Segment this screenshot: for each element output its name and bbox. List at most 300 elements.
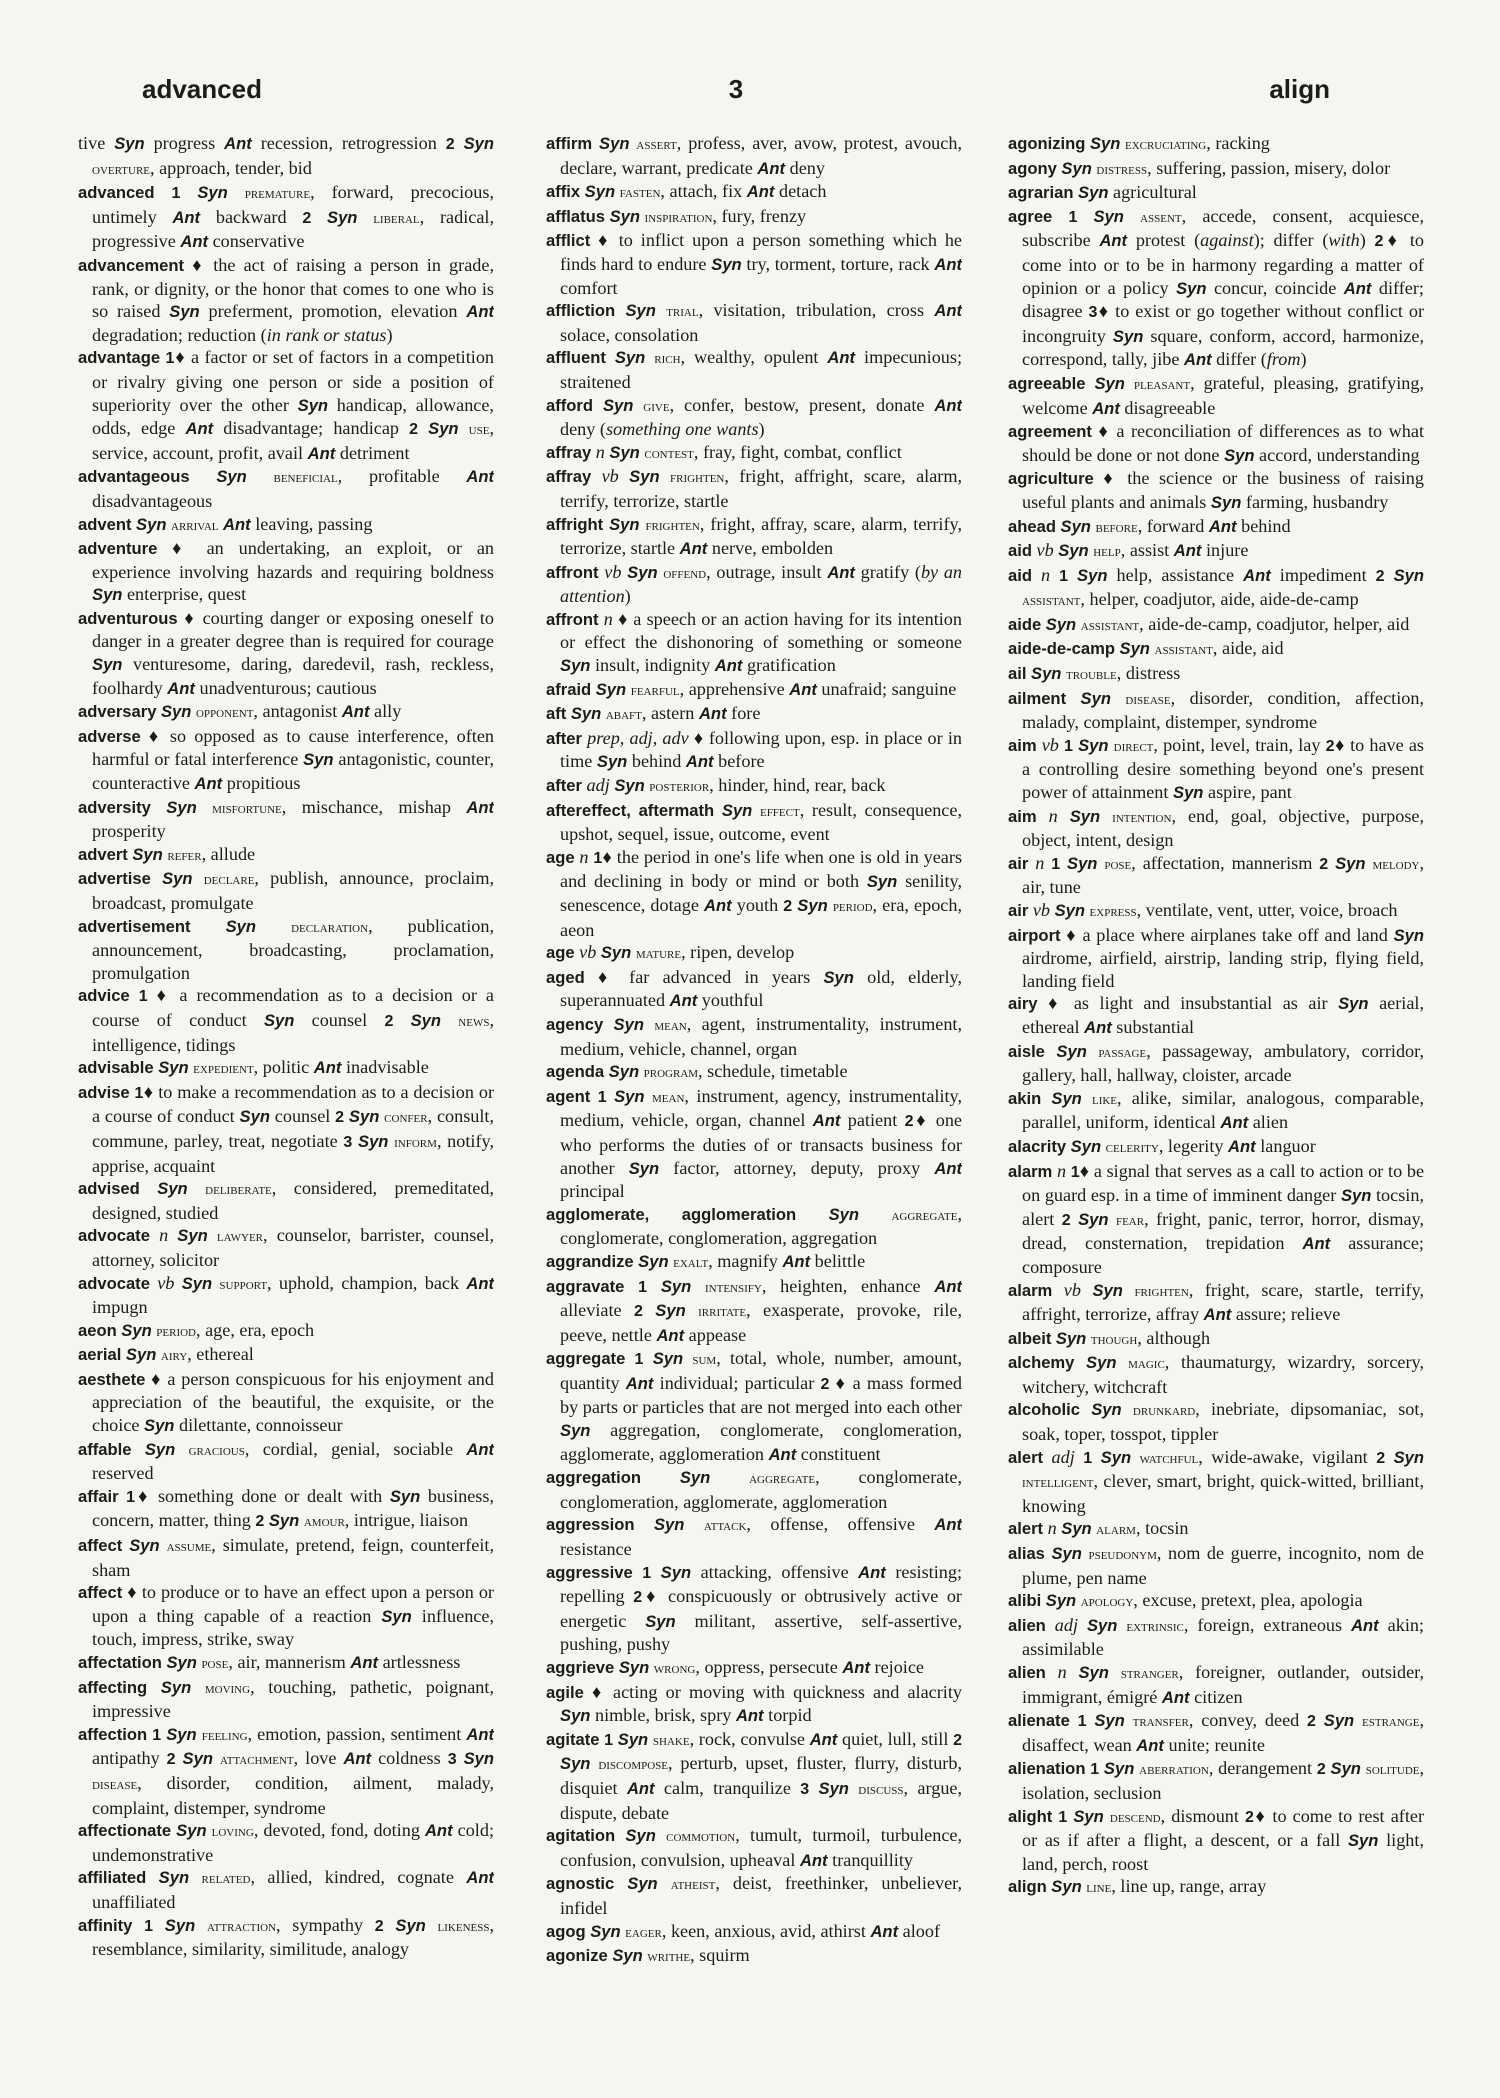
entry-headword: akin	[1008, 1088, 1042, 1108]
entry-headword: agglomerate, agglomeration	[546, 1204, 797, 1224]
entry-headword: align	[1008, 1877, 1047, 1897]
ant-label: Ant	[1161, 1687, 1190, 1707]
entry-headword: air	[1008, 853, 1029, 873]
syn-label: Syn	[1051, 1088, 1082, 1108]
dictionary-entry: afraid Syn fearful, apprehensive Ant unafraid; sanguine	[546, 678, 957, 699]
entry-headword: alienation	[1008, 1759, 1086, 1779]
dictionary-entry: adversity Syn misfortune, mischance, mishap Ant prosperity	[78, 796, 494, 842]
entry-headword: agent	[546, 1086, 591, 1106]
dictionary-entry: alarm n 1♦ a signal that serves as a call to action or to be on guard esp. in a time of imminent danger Syn tocsin, alert 2 Syn fear, fright, panic, terror, horror, dismay, dread, consternation, trepidation Ant assurance; composure	[1008, 1160, 1424, 1277]
ant-label: Ant	[1220, 1113, 1249, 1133]
entry-headword: affluent	[546, 348, 606, 368]
ant-label: Ant	[626, 1778, 655, 1798]
entry-headword: after	[546, 776, 582, 796]
dictionary-entry: affecting Syn moving, touching, pathetic, poignant, impressive	[78, 1676, 494, 1722]
syn-label: Syn	[410, 1010, 442, 1030]
syn-label: Syn	[1078, 735, 1109, 755]
syn-label: Syn	[1054, 901, 1085, 920]
syn-label: Syn	[132, 844, 163, 864]
entry-headword: albeit	[1008, 1328, 1052, 1348]
dictionary-entry: affect Syn assume, simulate, pretend, feign, counterfeit, sham	[78, 1535, 494, 1580]
cross-reference: aggregate	[891, 1206, 958, 1224]
italic-note: n	[1047, 1518, 1057, 1539]
cross-reference: pose	[201, 1655, 229, 1672]
syn-label: Syn	[92, 655, 123, 675]
entry-headword: alarm	[1008, 1161, 1053, 1181]
dictionary-entry: aeon Syn period, age, era, epoch	[78, 1319, 315, 1340]
syn-label: Syn	[614, 1086, 645, 1106]
sense-number: 2	[384, 1012, 394, 1030]
syn-label: Syn	[818, 1778, 849, 1798]
entry-headword: airport	[1008, 925, 1061, 945]
italic-note: adj	[1051, 1446, 1075, 1467]
entry-headword: advantageous	[78, 467, 190, 487]
ant-label: Ant	[782, 1251, 811, 1271]
entry-headword: aide-de-camp	[1008, 639, 1115, 659]
ant-label: Ant	[934, 1515, 962, 1535]
cross-reference: fasten	[619, 184, 661, 202]
ant-label: Ant	[466, 797, 494, 817]
syn-label: Syn	[1067, 853, 1098, 873]
dictionary-entry: adversary Syn opponent, antagonist Ant ally	[78, 701, 402, 722]
dictionary-entry: advised Syn deliberate, considered, premeditated, designed, studied	[78, 1178, 494, 1223]
syn-label: Syn	[614, 776, 645, 796]
sense-number: 2	[166, 1751, 176, 1769]
ant-label: Ant	[934, 254, 962, 274]
ant-label: Ant	[466, 467, 494, 487]
ant-label: Ant	[466, 1273, 494, 1293]
entry-headword: alien	[1008, 1663, 1046, 1682]
entry-headword: alacrity	[1008, 1136, 1067, 1156]
ant-label: Ant	[827, 562, 855, 582]
entry-headword: advent	[78, 514, 132, 534]
dictionary-entry: agonizing Syn excruciating, racking	[1008, 133, 1270, 153]
dictionary-entry: aft Syn abaft, astern Ant fore	[546, 703, 761, 724]
dictionary-entry: alienate 1 Syn transfer, convey, deed 2 Syn estrange, disaffect, wean Ant unite; reunite	[1008, 1710, 1424, 1755]
dictionary-entry: alert adj 1 Syn watchful, wide-awake, vigilant 2 Syn intelligent, clever, smart, bright, quick-witted, brilliant, knowing	[1008, 1446, 1424, 1516]
syn-label: Syn	[166, 1724, 197, 1744]
ant-label: Ant	[1183, 350, 1212, 370]
ant-label: Ant	[1136, 1735, 1164, 1755]
cross-reference: disease	[92, 1775, 138, 1793]
ant-label: Ant	[714, 656, 743, 676]
cross-reference: inform	[394, 1133, 437, 1151]
ant-label: Ant	[934, 395, 962, 415]
syn-label: Syn	[263, 1010, 295, 1030]
sense-number: 2	[1061, 1211, 1071, 1229]
cross-reference: amour	[303, 1513, 345, 1531]
cross-reference: wrong	[653, 1660, 696, 1677]
dictionary-entry: aisle Syn passage, passageway, ambulatory, corridor, gallery, hall, hallway, cloister, arcade	[1008, 1040, 1424, 1086]
dictionary-entry: affluent Syn rich, wealthy, opulent Ant impecunious; straitened	[546, 347, 962, 392]
entry-headword: aggregation	[546, 1468, 641, 1488]
sense-number: 1	[152, 1726, 162, 1744]
italic-note: vb	[1032, 900, 1051, 920]
cross-reference: commotion	[666, 1828, 736, 1846]
syn-label: Syn	[721, 800, 753, 820]
cross-reference: drunkard	[1132, 1402, 1196, 1420]
ant-label: Ant	[809, 1729, 838, 1749]
cross-reference: offend	[663, 564, 707, 582]
dictionary-entry: agglomerate, agglomeration Syn aggregate, conglomerate, conglomeration, aggregation	[546, 1203, 962, 1249]
dictionary-entry: agriculture ♦ the science or the business of raising useful plants and animals Syn farming, husbandry	[1008, 468, 1424, 512]
dictionary-entry: afflatus Syn inspiration, fury, frenzy	[546, 205, 807, 226]
syn-label: Syn	[629, 467, 660, 487]
entry-headword: agrarian	[1008, 183, 1074, 203]
syn-label: Syn	[584, 182, 616, 202]
cross-reference: intensify	[705, 1278, 762, 1296]
entry-headword: aide	[1008, 614, 1042, 634]
ant-label: Ant	[1203, 1305, 1232, 1325]
dictionary-entry: agenda Syn program, schedule, timetable	[546, 1061, 848, 1082]
dictionary-entry: agony Syn distress, suffering, passion, misery, dolor	[1008, 157, 1391, 178]
entry-headword: aesthete	[78, 1369, 146, 1389]
entry-headword: air	[1008, 901, 1029, 920]
syn-label: Syn	[303, 750, 334, 770]
syn-label: Syn	[395, 1915, 426, 1935]
sense-number: 2	[633, 1589, 643, 1607]
entry-headword: advisable	[78, 1058, 154, 1078]
sense-number: 3	[800, 1780, 810, 1798]
entry-headword: agony	[1008, 158, 1057, 178]
sense-number: 2	[335, 1109, 345, 1127]
syn-label: Syn	[652, 1349, 684, 1369]
italic-note: n	[159, 1225, 169, 1246]
cross-reference: period	[832, 898, 873, 915]
syn-label: Syn	[157, 1179, 188, 1199]
dictionary-entry: aggravate 1 Syn intensify, heighten, enhance Ant alleviate 2 Syn irritate, exasperate, provoke, rile, peeve, nettle Ant appease	[546, 1275, 962, 1345]
entry-headword: aggression	[546, 1515, 635, 1535]
dictionary-entry: agency Syn mean, agent, instrumentality, instrument, medium, vehicle, channel, organ	[546, 1013, 962, 1059]
sense-number: 1	[138, 988, 148, 1006]
syn-label: Syn	[1323, 1711, 1355, 1731]
cross-reference: attachment	[219, 1751, 294, 1769]
dictionary-entry: after adj Syn posterior, hinder, hind, rear, back	[546, 775, 886, 796]
entry-headword: agonize	[546, 1946, 608, 1966]
sense-number: 1	[642, 1564, 652, 1582]
syn-label: Syn	[1031, 664, 1062, 684]
dictionary-entry: alert n Syn alarm, tocsin	[1008, 1518, 1189, 1539]
page-header	[142, 74, 1330, 114]
entry-headword: agitation	[546, 1826, 616, 1846]
syn-label: Syn	[1094, 1711, 1125, 1731]
ant-label: Ant	[934, 1158, 962, 1178]
entry-headword: advised	[78, 1179, 140, 1199]
dictionary-entry: adventurous ♦ courting danger or exposing oneself to danger in a greater degree than is required for courage Syn venturesome, daring, daredevil, rash, reckless, foolhardy Ant unadventurous; cautious	[78, 607, 494, 698]
sense-number: 1	[593, 849, 603, 867]
syn-label: Syn	[463, 134, 494, 153]
entry-headword: affectionate	[78, 1821, 172, 1841]
cross-reference: descend	[1109, 1808, 1161, 1826]
cross-reference: distress	[1096, 160, 1148, 178]
italic-note: n	[1048, 805, 1058, 826]
syn-label: Syn	[1078, 1663, 1109, 1682]
entry-headword: affront	[546, 562, 599, 582]
dictionary-entry: alacrity Syn celerity, legerity Ant languor	[1008, 1135, 1316, 1156]
ant-label: Ant	[842, 1658, 870, 1677]
sense-number: 2	[953, 1731, 962, 1749]
ant-label: Ant	[224, 134, 252, 153]
dictionary-entry: aide Syn assistant, aide-de-camp, coadjutor, helper, aid	[1008, 613, 1410, 634]
italic-note: n	[1041, 564, 1051, 585]
cross-reference: airy	[160, 1347, 188, 1365]
ant-label: Ant	[466, 1724, 494, 1744]
entry-headword: advertisement	[78, 916, 191, 936]
syn-label: Syn	[1086, 1615, 1118, 1635]
entry-headword: agnostic	[546, 1874, 615, 1894]
syn-label: Syn	[1089, 134, 1121, 153]
entry-headword: aged	[546, 967, 585, 987]
cross-reference: assistant	[1080, 616, 1140, 634]
dictionary-entry: aid n 1 Syn help, assistance Ant impediment 2 Syn assistant, helper, coadjutor, aide, aide-de-camp	[1008, 564, 1424, 610]
dictionary-entry: aggression Syn attack, offense, offensive Ant resistance	[546, 1514, 962, 1560]
sense-number: 1	[634, 1351, 644, 1369]
dictionary-entry: agitate 1 Syn shake, rock, convulse Ant quiet, lull, still 2 Syn discompose, perturb, upset, fluster, flurry, disturb, disquiet Ant calm, tranquilize 3 Syn discuss, argue, dispute, debate	[546, 1728, 962, 1823]
syn-label: Syn	[608, 1062, 640, 1082]
cross-reference: liberal	[373, 209, 420, 227]
syn-label: Syn	[1069, 806, 1101, 826]
dictionary-entry: alchemy Syn magic, thaumaturgy, wizardry, sorcery, witchery, witchcraft	[1008, 1352, 1424, 1397]
dictionary-entry: afflict ♦ to inflict upon a person something which he finds hard to endure Syn try, torment, torture, rack Ant comfort	[546, 230, 962, 298]
dictionary-entry: aerial Syn airy, ethereal	[78, 1344, 254, 1365]
entry-headword: agriculture	[1008, 469, 1094, 489]
syn-label: Syn	[560, 1421, 591, 1441]
italic-note: vb	[579, 942, 597, 963]
syn-label: Syn	[166, 1653, 197, 1672]
cross-reference: loving	[211, 1823, 254, 1841]
cross-reference: misfortune	[212, 799, 282, 817]
sense-number: 1	[1090, 1761, 1100, 1779]
dictionary-entry: affable Syn gracious, cordial, genial, sociable Ant reserved	[78, 1438, 494, 1484]
sense-number: 2	[783, 898, 793, 915]
ant-label: Ant	[934, 301, 962, 321]
sense-number: 2	[409, 421, 419, 439]
cross-reference: period	[156, 1322, 196, 1340]
syn-label: Syn	[348, 1107, 380, 1127]
dictionary-entry: adventure ♦ an undertaking, an exploit, or an experience involving hazards and requiring boldness Syn enterprise, quest	[78, 538, 494, 605]
entry-headword: agency	[546, 1014, 604, 1034]
dictionary-entry: aim n Syn intention, end, goal, objective, purpose, object, intent, design	[1008, 805, 1424, 851]
syn-label: Syn	[638, 1251, 669, 1271]
italic-note: in rank or status	[266, 324, 387, 345]
syn-label: Syn	[160, 1677, 192, 1697]
syn-label: Syn	[1078, 1209, 1109, 1229]
entry-headword: alibi	[1008, 1591, 1042, 1611]
ant-label: Ant	[341, 702, 370, 722]
syn-label: Syn	[160, 702, 192, 722]
cross-reference: refer	[167, 846, 202, 864]
right-guide-word: align	[1269, 74, 1330, 104]
dictionary-entry: aid vb Syn help, assist Ant injure	[1008, 540, 1249, 561]
ant-label: Ant	[1351, 1615, 1379, 1635]
ant-label: Ant	[313, 1058, 342, 1078]
cross-reference: passage	[1098, 1043, 1147, 1061]
dictionary-entry: ahead Syn before, forward Ant behind	[1008, 515, 1291, 536]
dictionary-entry: affect ♦ to produce or to have an effect upon a person or upon a thing capable of a reaction Syn influence, touch, impress, strike, sway	[78, 1582, 494, 1650]
ant-label: Ant	[679, 539, 708, 559]
italic-note: against	[1200, 230, 1254, 251]
ant-label: Ant	[1228, 1136, 1256, 1156]
cross-reference: confer	[384, 1109, 428, 1127]
sense-number: 3	[1088, 304, 1098, 322]
dictionary-entry: advert Syn refer, allude	[78, 843, 256, 864]
italic-note: vb	[1036, 540, 1054, 561]
cross-reference: sum	[692, 1351, 717, 1369]
syn-label: Syn	[166, 797, 197, 817]
sense-number: 1	[1059, 567, 1069, 585]
syn-label: Syn	[711, 254, 742, 274]
dictionary-entry: ail Syn trouble, distress	[1008, 663, 1181, 684]
cross-reference: program	[643, 1064, 699, 1082]
ant-label: Ant	[424, 1821, 453, 1841]
cross-reference: deliberate	[205, 1181, 272, 1199]
cross-reference: line	[1086, 1879, 1112, 1897]
cross-reference: trouble	[1065, 666, 1117, 684]
syn-label: Syn	[1045, 1591, 1077, 1611]
ant-label: Ant	[307, 443, 336, 463]
syn-label: Syn	[1080, 688, 1111, 708]
ant-label: Ant	[625, 1373, 654, 1393]
syn-label: Syn	[570, 704, 602, 724]
syn-label: Syn	[239, 1107, 270, 1127]
syn-label: Syn	[144, 1439, 176, 1459]
cross-reference: eager	[625, 1923, 662, 1941]
syn-label: Syn	[381, 1606, 412, 1626]
entry-headword: afflict	[546, 231, 591, 251]
dictionary-entry: advise 1♦ to make a recommendation as to a decision or a course of conduct Syn counsel 2 Syn confer, consult, commune, parley, treat, negotiate 3 Syn inform, notify, apprise, acquaint	[78, 1081, 494, 1176]
dictionary-entry: align Syn line, line up, range, array	[1008, 1876, 1267, 1897]
italic-note: n	[1056, 1160, 1067, 1181]
entry-headword: affirm	[546, 134, 593, 153]
ant-label: Ant	[1173, 541, 1202, 561]
entry-headword: adversity	[78, 797, 151, 817]
entry-headword: advocate	[78, 1226, 150, 1246]
cross-reference: assistant	[1022, 592, 1081, 610]
syn-label: Syn	[1103, 1759, 1135, 1779]
entry-headword: ahead	[1008, 516, 1056, 536]
entry-headword: airy	[1008, 994, 1038, 1014]
syn-label: Syn	[169, 302, 200, 322]
column-1	[78, 132, 494, 2077]
dictionary-entry: airy ♦ as light and insubstantial as air Syn aerial, ethereal Ant substantial	[1008, 993, 1424, 1037]
dictionary-entry: advanced 1 Syn premature, forward, precocious, untimely Ant backward 2 Syn liberal, radical, progressive Ant conservative	[78, 182, 494, 252]
syn-label: Syn	[1061, 158, 1092, 178]
dictionary-entry: albeit Syn though, although	[1008, 1327, 1211, 1348]
ant-label: Ant	[827, 348, 856, 368]
cross-reference: express	[1089, 903, 1137, 920]
entry-headword: adventure	[78, 539, 158, 559]
italic-note: adj	[1054, 1614, 1079, 1635]
page-number: 3	[728, 74, 744, 104]
entry-headword: aid	[1008, 541, 1032, 561]
cross-reference: assent	[1140, 208, 1182, 226]
dictionary-entry: age n 1♦ the period in one's life when one is old in years and declining in body or mind or both Syn senility, senescence, dotage Ant youth 2 Syn period, era, epoch, aeon	[546, 846, 962, 940]
entry-headword: aggressive	[546, 1562, 633, 1582]
syn-label: Syn	[679, 1468, 711, 1488]
syn-label: Syn	[389, 1486, 421, 1506]
cross-reference: solitude	[1365, 1761, 1420, 1779]
syn-label: Syn	[560, 1754, 591, 1774]
ant-label: Ant	[1092, 398, 1120, 418]
entry-headword: aggregate	[546, 1349, 626, 1369]
cross-reference: alarm	[1096, 1521, 1136, 1539]
entry-headword: adversary	[78, 702, 157, 722]
ant-label: Ant	[934, 1276, 962, 1296]
italic-note: something one wants	[605, 419, 759, 440]
syn-label: Syn	[1112, 326, 1144, 346]
dictionary-entry: aftereffect, aftermath Syn effect, result, consequence, upshot, sequel, issue, outcome, event	[546, 799, 962, 845]
syn-label: Syn	[797, 896, 828, 915]
syn-label: Syn	[327, 207, 358, 227]
syn-label: Syn	[158, 1058, 189, 1078]
entry-headword: agree	[1008, 206, 1053, 226]
cross-reference: watchful	[1139, 1449, 1199, 1467]
cross-reference: discuss	[858, 1780, 904, 1798]
dictionary-entry: advocate vb Syn support, uphold, champion, back Ant impugn	[78, 1272, 494, 1318]
syn-label: Syn	[1100, 1447, 1132, 1467]
syn-label: Syn	[609, 514, 640, 534]
ant-label: Ant	[1084, 1017, 1112, 1037]
italic-note: n	[595, 441, 605, 462]
dictionary-entry: agrarian Syn agricultural	[1008, 182, 1197, 203]
ant-label: Ant	[656, 1325, 685, 1345]
cross-reference: lawyer	[216, 1228, 264, 1246]
entry-headword: advertise	[78, 869, 151, 889]
dictionary-entry: aggregate 1 Syn sum, total, whole, number, amount, quantity Ant individual; particular 2 ♦ a mass formed by parts or particles that are not merged into each other Syn aggregation, conglomerate, conglomeration, agglomerate, agglomeration Ant constituent	[546, 1348, 962, 1464]
entry-headword: advanced	[78, 183, 155, 203]
syn-label: Syn	[1055, 1328, 1087, 1348]
sense-number: 3	[343, 1133, 353, 1151]
ant-label: Ant	[223, 514, 251, 534]
entry-headword: aggrieve	[546, 1658, 615, 1677]
syn-label: Syn	[609, 442, 640, 462]
entry-headword: ail	[1008, 664, 1027, 684]
cross-reference: fear	[1115, 1211, 1145, 1229]
syn-label: Syn	[627, 562, 658, 582]
syn-label: Syn	[618, 1658, 650, 1677]
dictionary-entry: agreement ♦ a reconciliation of differences as to what should be done or not done Syn accord, understanding	[1008, 421, 1424, 465]
entry-headword: affecting	[78, 1677, 148, 1697]
entry-headword: age	[546, 943, 575, 963]
dictionary-entry: advantageous Syn beneficial, profitable Ant disadvantageous	[78, 466, 494, 511]
sense-number: 2	[374, 1917, 384, 1935]
sense-number: 2	[820, 1375, 830, 1393]
entry-headword: affliction	[546, 301, 616, 321]
sense-number: 2	[633, 1303, 643, 1321]
syn-label: Syn	[1338, 994, 1369, 1014]
italic-note: from	[1266, 349, 1301, 370]
cross-reference: aberration	[1139, 1761, 1209, 1779]
cross-reference: fearful	[630, 681, 680, 699]
cross-reference: gracious	[188, 1441, 245, 1459]
cross-reference: exalt	[673, 1253, 709, 1271]
dictionary-entry: advisable Syn expedient, politic Ant inadvisable	[78, 1057, 429, 1078]
italic-note: vb	[1041, 734, 1059, 755]
syn-label: Syn	[1330, 1759, 1361, 1779]
entry-headword: after	[546, 728, 582, 748]
syn-label: Syn	[614, 348, 646, 368]
entry-headword: affect	[78, 1536, 123, 1556]
entry-headword: aim	[1008, 806, 1037, 826]
entry-headword: adventurous	[78, 608, 178, 628]
cross-reference: attack	[703, 1517, 747, 1535]
entry-headword: alert	[1008, 1447, 1044, 1467]
entry-headword: affair	[78, 1486, 119, 1506]
cross-reference: feeling	[201, 1726, 248, 1744]
syn-label: Syn	[653, 1515, 685, 1535]
cross-reference: effect	[759, 802, 800, 820]
ant-label: Ant	[466, 1868, 494, 1888]
